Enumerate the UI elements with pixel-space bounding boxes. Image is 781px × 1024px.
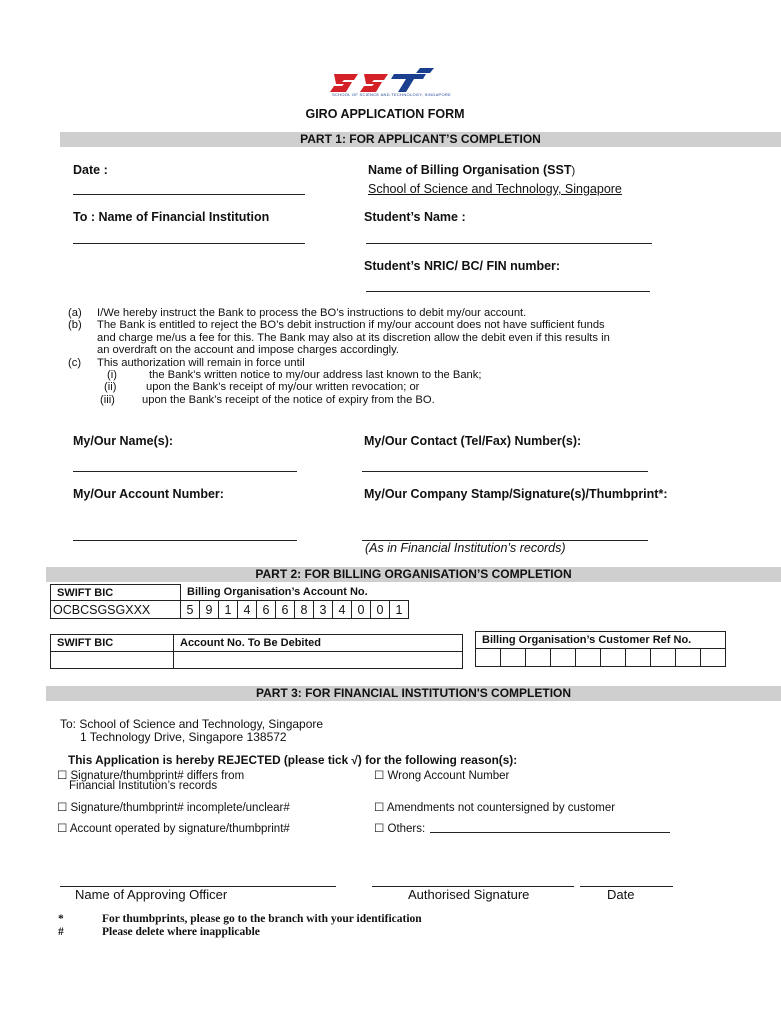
names-field[interactable] (73, 471, 297, 472)
bo-account-header: Billing Organisation’s Account No. (181, 585, 409, 601)
digit-cell: 6 (257, 601, 276, 619)
ref-cell[interactable] (651, 649, 676, 667)
fi-field[interactable] (73, 243, 305, 244)
sst-logo (330, 66, 452, 106)
swift-header: SWIFT BIC (51, 585, 181, 601)
subclause-iii (68, 394, 708, 406)
footnote-text: Please delete where inapplicable (102, 925, 260, 938)
clause-text: an overdraft on the account and impose charges accordingly. (97, 344, 400, 357)
clause-mark (68, 344, 97, 356)
logo-tagline: SCHOOL OF SCIENCE AND TECHNOLOGY, SINGAPORE (332, 92, 452, 97)
billing-org-value: School of Science and Technology, Singapore (368, 182, 622, 196)
digit-cell: 5 (181, 601, 200, 619)
subclause-mark: (i) (107, 369, 117, 382)
ref-cell[interactable] (551, 649, 576, 667)
swift-input[interactable] (51, 652, 174, 669)
clauses (68, 307, 708, 406)
footnote (58, 913, 422, 926)
reason-wrong-account[interactable]: ☐ Wrong Account Number (374, 770, 510, 782)
clause-c (68, 357, 708, 369)
sign-date-label: Date (607, 887, 635, 902)
date-field[interactable] (73, 194, 305, 195)
student-id-field[interactable] (366, 291, 650, 292)
reason-signature-incomplete[interactable]: ☐ Signature/thumbprint# incomplete/unclear# (57, 802, 290, 814)
ref-cell[interactable] (576, 649, 601, 667)
part3-heading: PART 3: FOR FINANCIAL INSTITUTION'S COMPLETION (46, 686, 781, 701)
reason-signature-differs-cont: Financial Institution’s records (69, 780, 218, 792)
clause-b-cont1 (68, 332, 708, 344)
swift-value: OCBCSGSGXXX (51, 601, 181, 619)
student-id-label: Student’s NRIC/ BC/ FIN number: (364, 259, 561, 273)
part2-heading: PART 2: FOR BILLING ORGANISATION’S COMPLETION (46, 567, 781, 582)
customer-ref-table (475, 631, 726, 667)
clause-mark: (b) (68, 319, 82, 332)
ref-cell[interactable] (526, 649, 551, 667)
student-name-label: Student’s Name : (364, 210, 466, 224)
others-field[interactable] (430, 832, 670, 833)
digit-cell: 0 (371, 601, 390, 619)
contact-label: My/Our Contact (Tel/Fax) Number(s): (364, 434, 582, 448)
ref-cell[interactable] (626, 649, 651, 667)
bo-account-table (50, 584, 409, 619)
stamp-label: My/Our Company Stamp/Signature(s)/Thumbprint*: (364, 487, 668, 501)
clause-b-cont2 (68, 344, 708, 356)
subclause-i (68, 369, 708, 381)
digit-cell: 0 (352, 601, 371, 619)
clause-mark (68, 332, 97, 344)
ref-cell[interactable] (601, 649, 626, 667)
footnotes (58, 913, 422, 938)
to-address-line1: To: School of Science and Technology, Singapore (60, 717, 324, 731)
digit-cell: 3 (314, 601, 333, 619)
footnote-text: For thumbprints, please go to the branch with your identification (102, 913, 422, 925)
subclause-mark: (ii) (104, 381, 117, 394)
billing-org-label (368, 163, 575, 177)
account-label: My/Our Account Number: (73, 487, 224, 501)
ref-cell[interactable] (701, 649, 726, 667)
debit-account-header: Account No. To Be Debited (174, 635, 463, 652)
rejected-text: This Application is hereby REJECTED (please tick √) for the following reason(s): (68, 753, 518, 767)
subclause-text: upon the Bank’s receipt of my/our written revocation; or (146, 381, 420, 394)
reason-others[interactable]: ☐ Others: (374, 823, 426, 835)
bo-account-row (51, 601, 409, 619)
ref-cell[interactable] (501, 649, 526, 667)
clause-mark: (a) (68, 307, 82, 319)
date-label: Date : (73, 163, 108, 177)
footnote-mark: * (58, 913, 64, 925)
digit-cell: 1 (219, 601, 238, 619)
digit-cell: 9 (200, 601, 219, 619)
part1-heading: PART 1: FOR APPLICANT’S COMPLETION (60, 132, 781, 147)
billing-org-label-paren: ) (571, 165, 576, 177)
swift-header-2: SWIFT BIC (51, 635, 174, 652)
officer-label: Name of Approving Officer (75, 887, 228, 902)
ref-cell[interactable] (676, 649, 701, 667)
subclause-mark: (iii) (100, 393, 115, 406)
clause-b (68, 319, 708, 331)
digit-cell: 6 (276, 601, 295, 619)
reason-amendments[interactable]: ☐ Amendments not countersigned by customer (374, 802, 616, 814)
customer-ref-header: Billing Organisation’s Customer Ref No. (476, 632, 726, 649)
footnote (58, 926, 422, 939)
clause-mark: (c) (68, 356, 82, 369)
signature-label: Authorised Signature (408, 887, 530, 902)
debit-account-input[interactable] (174, 652, 463, 669)
digit-cell: 4 (238, 601, 257, 619)
contact-field[interactable] (362, 471, 648, 472)
clause-text: and charge me/us a fee for this. The Bank may also at its discretion allow the debit even if this results in (97, 331, 610, 344)
clause-text: I/We hereby instruct the Bank to process the BO’s instructions to debit my/our account. (97, 307, 527, 319)
customer-ref-row (476, 649, 726, 667)
names-label: My/Our Name(s): (73, 434, 174, 448)
digit-cell: 1 (390, 601, 409, 619)
subclause-ii (68, 381, 708, 393)
to-address-line2: 1 Technology Drive, Singapore 138572 (80, 730, 287, 744)
student-name-field[interactable] (366, 243, 652, 244)
clause-a (68, 307, 708, 319)
digit-cell: 4 (333, 601, 352, 619)
billing-org-label-text: Name of Billing Organisation (SST (368, 163, 572, 177)
debit-account-table (50, 634, 463, 669)
account-field[interactable] (73, 540, 297, 541)
ref-cell[interactable] (476, 649, 501, 667)
fi-label: To : Name of Financial Institution (73, 210, 270, 224)
subclause-text: upon the Bank’s receipt of the notice of expiry from the BO. (142, 393, 435, 406)
stamp-note: (As in Financial Institution’s records) (365, 541, 566, 555)
subclause-text: the Bank’s written notice to my/our address last known to the Bank; (149, 369, 482, 382)
digit-cell: 8 (295, 601, 314, 619)
clause-text: This authorization will remain in force until (97, 356, 305, 369)
clause-text: The Bank is entitled to reject the BO’s debit instruction if my/our account does not have sufficient funds (97, 319, 605, 332)
footnote-mark: # (58, 925, 64, 938)
reason-signature-differs[interactable]: ☐ Signature/thumbprint# differs from (57, 770, 245, 782)
form-title: GIRO APPLICATION FORM (305, 107, 465, 121)
reason-account-operated[interactable]: ☐ Account operated by signature/thumbprint# (57, 823, 290, 835)
